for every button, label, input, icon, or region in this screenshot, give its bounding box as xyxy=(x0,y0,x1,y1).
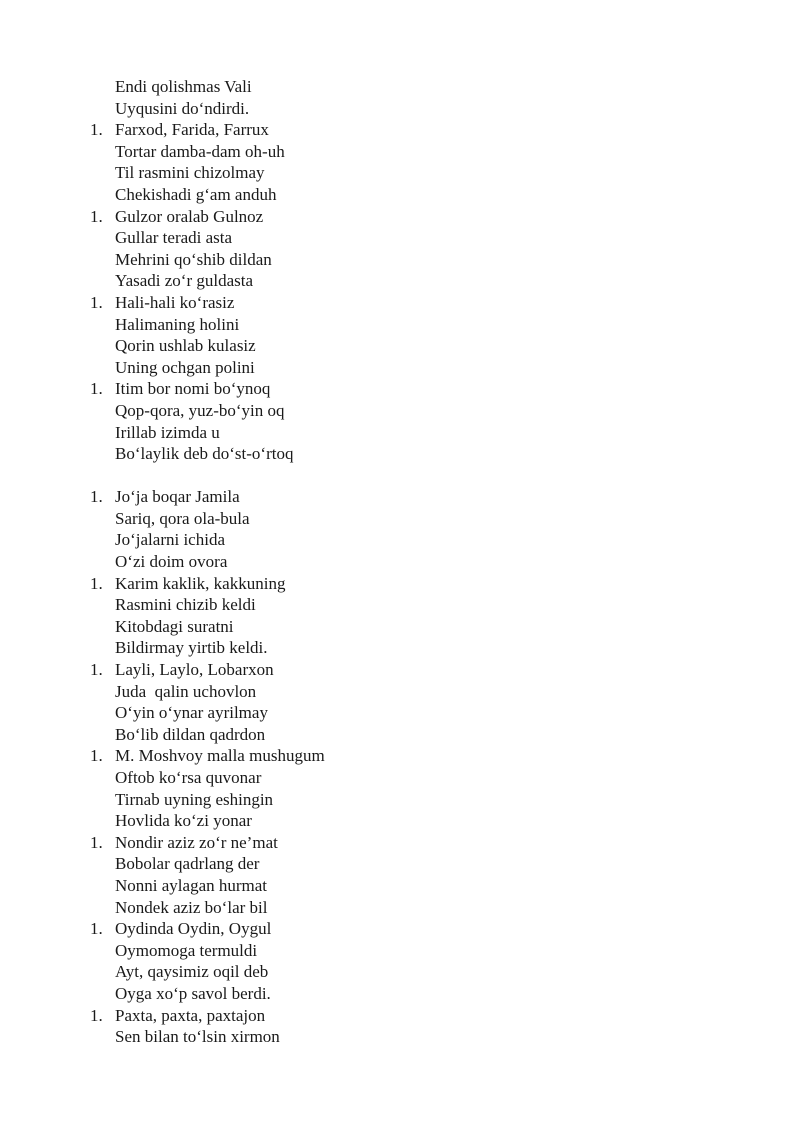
line-text: Kitobdagi suratni xyxy=(115,616,234,636)
poem-line xyxy=(0,810,800,832)
line-text: Jo‘jalarni ichida xyxy=(115,530,225,550)
poem-line xyxy=(0,681,800,703)
list-number: 1. xyxy=(90,832,103,852)
line-text: Farxod, Farida, Farrux xyxy=(115,120,269,140)
stanza-first-line xyxy=(0,486,800,508)
poem-line xyxy=(0,357,800,379)
line-text: Sen bilan to‘lsin xirmon xyxy=(115,1027,280,1047)
stanza-first-line xyxy=(0,292,800,314)
line-text: Qorin ushlab kulasiz xyxy=(115,336,256,356)
line-text: Hovlida ko‘zi yonar xyxy=(115,811,252,831)
line-text: Gulzor oralab Gulnoz xyxy=(115,206,264,226)
poem-line xyxy=(0,314,800,336)
poem-line xyxy=(0,724,800,746)
document-page xyxy=(0,76,800,1048)
line-text: Layli, Laylo, Lobarxon xyxy=(115,660,274,680)
list-number: 1. xyxy=(90,573,103,593)
stanza-first-line xyxy=(0,119,800,141)
poem-line xyxy=(0,422,800,444)
line-text: Halimaning holini xyxy=(115,314,240,334)
line-text: Yasadi zo‘r guldasta xyxy=(115,271,254,291)
poem-line xyxy=(0,594,800,616)
line-text: Uyqusini do‘ndirdi. xyxy=(115,98,250,118)
poem-line xyxy=(0,767,800,789)
line-text: Jo‘ja boqar Jamila xyxy=(115,487,240,507)
line-text: Irillab izimda u xyxy=(115,422,220,442)
poem-line xyxy=(0,702,800,724)
poem-line xyxy=(0,162,800,184)
line-text: Oymomoga termuldi xyxy=(115,940,258,960)
line-text: Nondek aziz bo‘lar bil xyxy=(115,897,268,917)
poem-line xyxy=(0,940,800,962)
line-text: Mehrini qo‘shib dildan xyxy=(115,249,272,269)
line-text: M. Moshvoy malla mushugum xyxy=(115,746,325,766)
line-text: Nondir aziz zo‘r ne’mat xyxy=(115,832,278,852)
line-text: Nonni aylagan hurmat xyxy=(115,875,268,895)
poem-line xyxy=(0,637,800,659)
list-number: 1. xyxy=(90,379,103,399)
stanza-first-line xyxy=(0,832,800,854)
poem-line xyxy=(0,76,800,98)
line-text: Karim kaklik, kakkuning xyxy=(115,573,286,593)
line-text: Tortar damba-dam oh-uh xyxy=(115,141,285,161)
poem-line xyxy=(0,227,800,249)
list-number: 1. xyxy=(90,919,103,939)
line-text: Oftob ko‘rsa quvonar xyxy=(115,768,262,787)
poem-line xyxy=(0,897,800,919)
poem-line xyxy=(0,551,800,573)
line-text: Uning ochgan polini xyxy=(115,357,255,377)
poem-line xyxy=(0,875,800,897)
poem-line xyxy=(0,249,800,271)
line-text: Rasmini chizib keldi xyxy=(115,595,256,615)
line-text: O‘zi doim ovora xyxy=(115,552,228,572)
line-text: Endi qolishmas Vali xyxy=(115,77,252,96)
line-text: Oydinda Oydin, Oygul xyxy=(115,919,272,939)
poem-line xyxy=(0,508,800,530)
line-text: Itim bor nomi bo‘ynoq xyxy=(115,379,271,399)
line-text: Paxta, paxta, paxtajon xyxy=(115,1005,266,1025)
line-text: Bo‘laylik deb do‘st-o‘rtoq xyxy=(115,444,294,464)
list-number: 1. xyxy=(90,660,103,680)
line-text: Gullar teradi asta xyxy=(115,228,233,248)
list-number: 1. xyxy=(90,292,103,312)
poem-line xyxy=(0,400,800,422)
poem-line xyxy=(0,141,800,163)
list-number: 1. xyxy=(90,120,103,140)
poem-line xyxy=(0,98,800,120)
stanza-first-line xyxy=(0,918,800,940)
stanza-first-line xyxy=(0,1005,800,1027)
poem-line xyxy=(0,1026,800,1048)
line-text: Oyga xo‘p savol berdi. xyxy=(115,983,271,1003)
line-text: Hali-hali ko‘rasiz xyxy=(115,292,235,312)
poem-line xyxy=(0,853,800,875)
poem-line xyxy=(0,443,800,465)
line-text: Ayt, qaysimiz oqil deb xyxy=(115,962,269,982)
stanza-first-line xyxy=(0,378,800,400)
stanza-first-line xyxy=(0,573,800,595)
poem-line xyxy=(0,529,800,551)
poem-line xyxy=(0,961,800,983)
stanza-first-line xyxy=(0,659,800,681)
line-text: Juda qalin uchovlon xyxy=(115,681,257,701)
blank-line xyxy=(0,465,800,487)
list-number: 1. xyxy=(90,487,103,507)
line-text: Bildirmay yirtib keldi. xyxy=(115,638,268,658)
line-text: Qop-qora, yuz-bo‘yin oq xyxy=(115,400,285,420)
line-text: Chekishadi g‘am anduh xyxy=(115,184,277,204)
stanza-first-line xyxy=(0,206,800,228)
poem-line xyxy=(0,983,800,1005)
poem-line xyxy=(0,616,800,638)
line-text: Bo‘lib dildan qadrdon xyxy=(115,724,266,744)
line-text: O‘yin o‘ynar ayrilmay xyxy=(115,703,268,723)
line-text: Bobolar qadrlang der xyxy=(115,854,260,874)
poem-line xyxy=(0,335,800,357)
line-text: Sariq, qora ola-bula xyxy=(115,508,250,528)
stanza-first-line xyxy=(0,745,800,767)
poem-line xyxy=(0,184,800,206)
poem-line xyxy=(0,789,800,811)
list-number: 1. xyxy=(90,1005,103,1025)
list-number: 1. xyxy=(90,746,103,766)
line-text: Tirnab uyning eshingin xyxy=(115,789,274,809)
line-text: Til rasmini chizolmay xyxy=(115,163,265,183)
list-number: 1. xyxy=(90,206,103,226)
poem-line xyxy=(0,270,800,292)
